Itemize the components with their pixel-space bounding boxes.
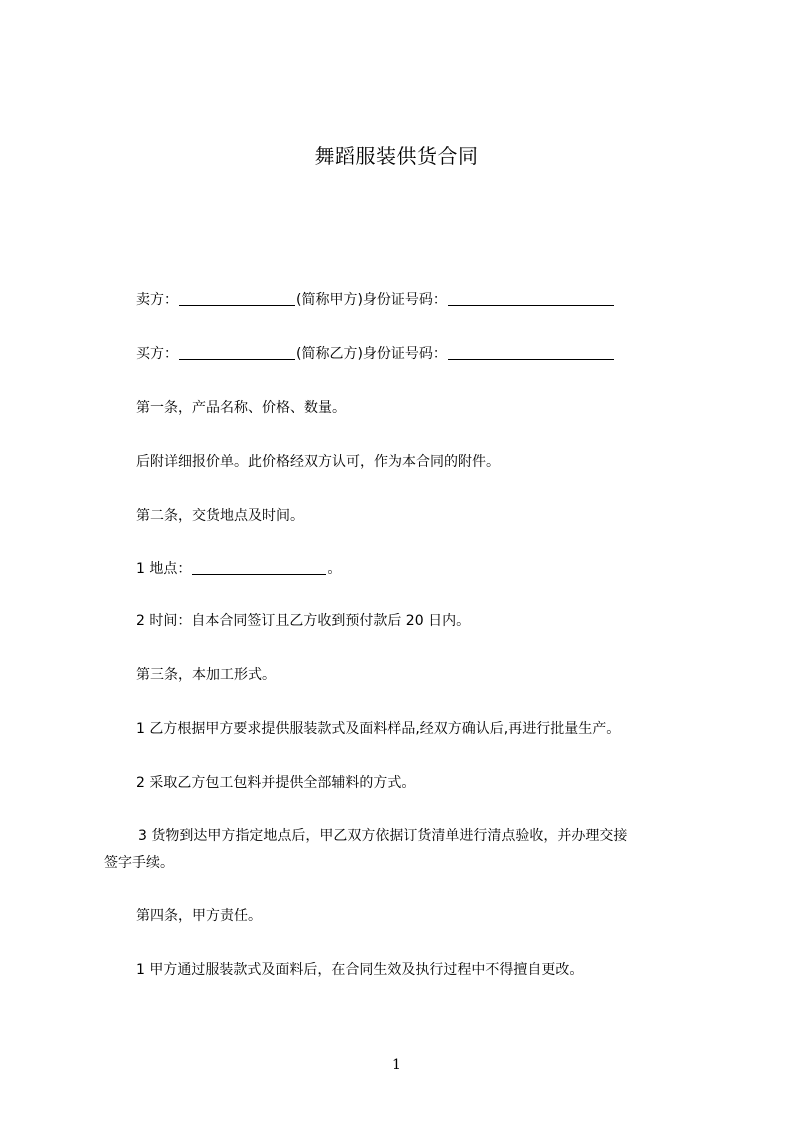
article3-item3-line1: 3 货物到达甲方指定地点后，甲乙双方依据订货清单进行清点验收，并办理交接 (138, 828, 628, 844)
seller-id-blank (448, 291, 614, 306)
location-blank (192, 560, 326, 575)
article4-item1: 1 甲方通过服装款式及面料后，在合同生效及执行过程中不得擅自更改。 (136, 962, 584, 978)
buyer-label: 买方： (136, 346, 178, 362)
location-end: 。 (327, 561, 342, 577)
article3-item2: 2 采取乙方包工包料并提供全部辅料的方式。 (136, 775, 416, 791)
seller-name-blank (179, 291, 295, 306)
article2-heading: 第二条，交货地点及时间。 (136, 508, 304, 524)
seller-line (136, 290, 615, 310)
buyer-line (136, 344, 615, 364)
article3-item3-line2: 签字手续。 (104, 855, 174, 871)
article2-item2: 2 时间：自本合同签订且乙方收到预付款后 20 日内。 (136, 613, 471, 629)
article4-heading: 第四条，甲方责任。 (136, 908, 262, 924)
seller-label: 卖方： (136, 292, 178, 308)
page-number: 1 (392, 1057, 401, 1073)
buyer-short-name: (简称乙方)身份证号码： (296, 346, 447, 362)
buyer-name-blank (179, 345, 295, 360)
article3-heading: 第三条，本加工形式。 (136, 667, 276, 683)
article1-heading: 第一条，产品名称、价格、数量。 (136, 400, 346, 416)
document-title: 舞蹈服装供货合同 (314, 144, 479, 168)
article2-item1 (136, 559, 341, 579)
buyer-id-blank (448, 345, 614, 360)
seller-short-name: (简称甲方)身份证号码： (296, 292, 447, 308)
article1-body: 后附详细报价单。此价格经双方认可，作为本合同的附件。 (136, 454, 500, 470)
location-label: 1 地点： (136, 561, 192, 577)
article3-item1: 1 乙方根据甲方要求提供服装款式及面料样品,经双方确认后,再进行批量生产。 (136, 721, 621, 737)
